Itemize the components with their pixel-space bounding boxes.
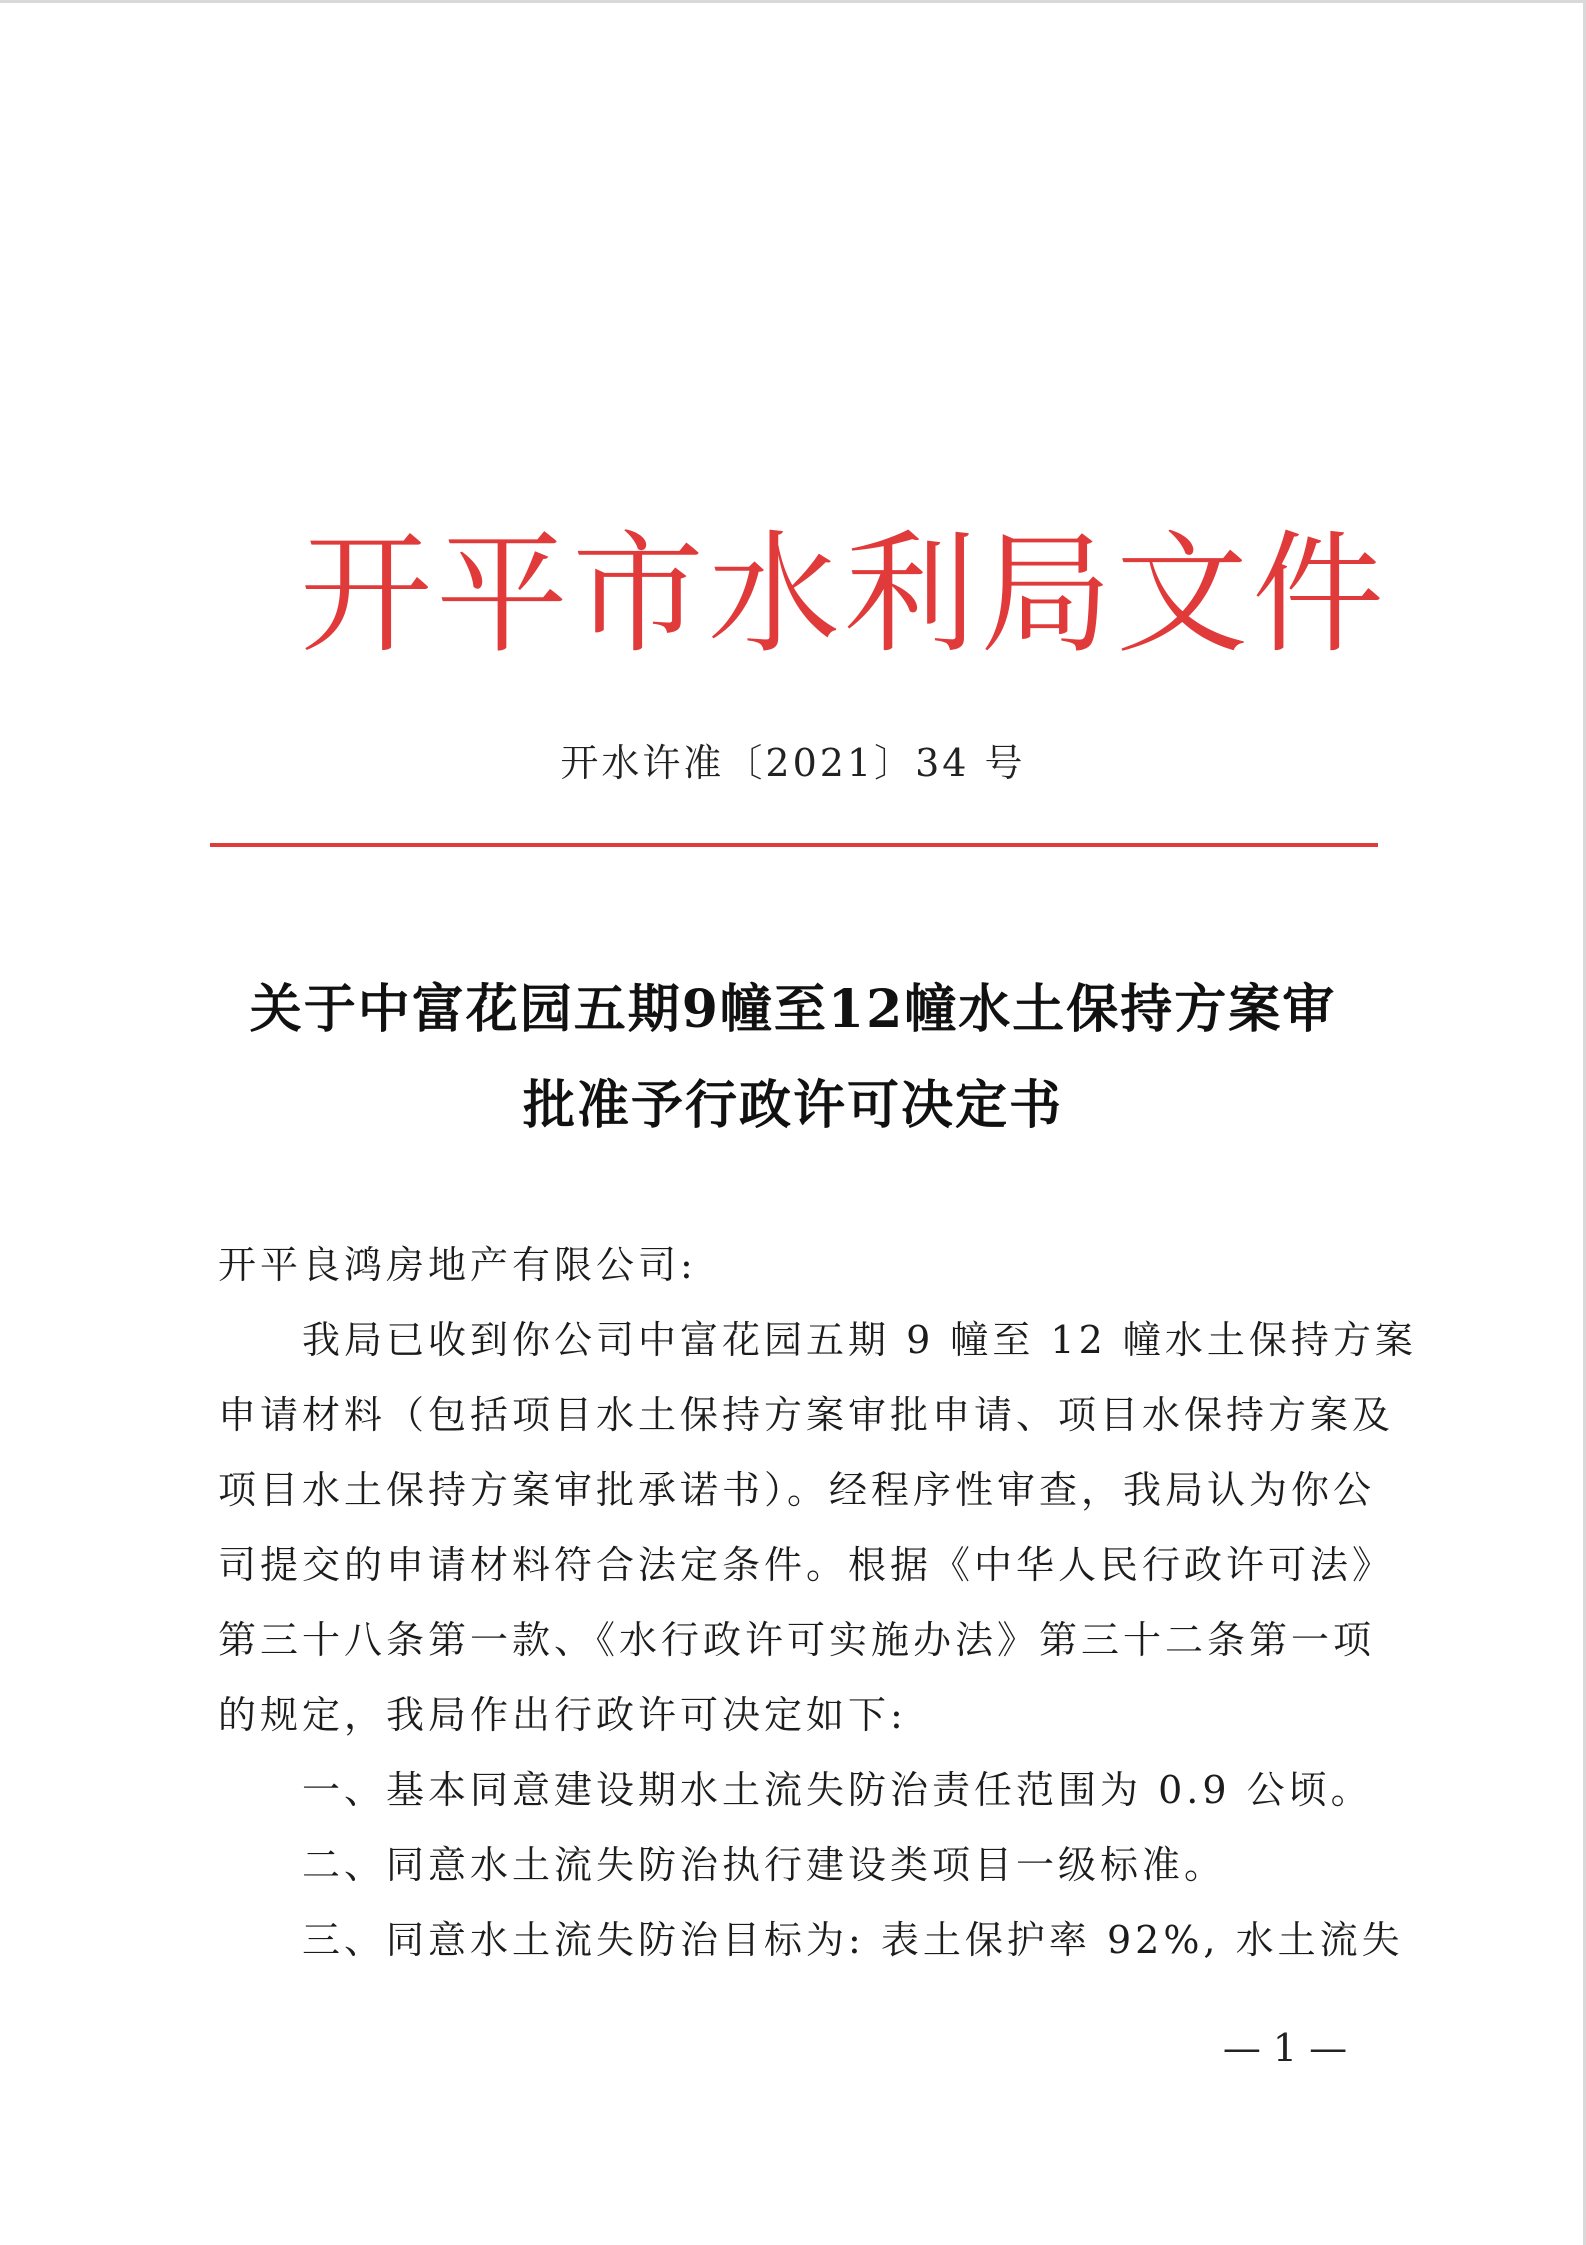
- page-number: — 1 —: [1222, 2026, 1348, 2070]
- decision-item-2: 二、同意水土流失防治执行建设类项目一级标准。: [302, 1843, 1227, 1887]
- document-title-line-1: 关于中富花园五期9幢至12幢水土保持方案审: [249, 979, 1337, 1040]
- body-line-5: 第三十八条第一款、《水行政许可实施办法》第三十二条第一项: [218, 1618, 1376, 1662]
- document-title-line-2: 批准予行政许可决定书: [522, 1075, 1063, 1136]
- scan-edge-top: [0, 0, 1586, 3]
- body-line-1: 我局已收到你公司中富花园五期 9 幢至 12 幢水土保持方案: [302, 1318, 1417, 1362]
- decision-item-1: 一、基本同意建设期水土流失防治责任范围为 0.9 公顷。: [302, 1768, 1373, 1812]
- document-number: 开水许准〔2021〕34 号: [560, 741, 1026, 785]
- body-line-4: 司提交的申请材料符合法定条件。根据《中华人民行政许可法》: [218, 1543, 1395, 1587]
- body-line-6: 的规定，我局作出行政许可决定如下:: [218, 1693, 907, 1737]
- body-line-3: 项目水土保持方案审批承诺书）。经程序性审查，我局认为你公: [218, 1468, 1376, 1512]
- red-divider-rule: [210, 843, 1378, 847]
- body-line-2: 申请材料（包括项目水土保持方案审批申请、项目水保持方案及: [218, 1393, 1395, 1437]
- document-body: [218, 1228, 1417, 1978]
- recipient-line: 开平良鸿房地产有限公司:: [218, 1243, 697, 1287]
- decision-item-3: 三、同意水土流失防治目标为: 表土保护率 92%, 水土流失: [302, 1918, 1404, 1962]
- document-title: [200, 962, 1386, 1154]
- issuer-heading: 开平市水利局文件: [300, 518, 1388, 672]
